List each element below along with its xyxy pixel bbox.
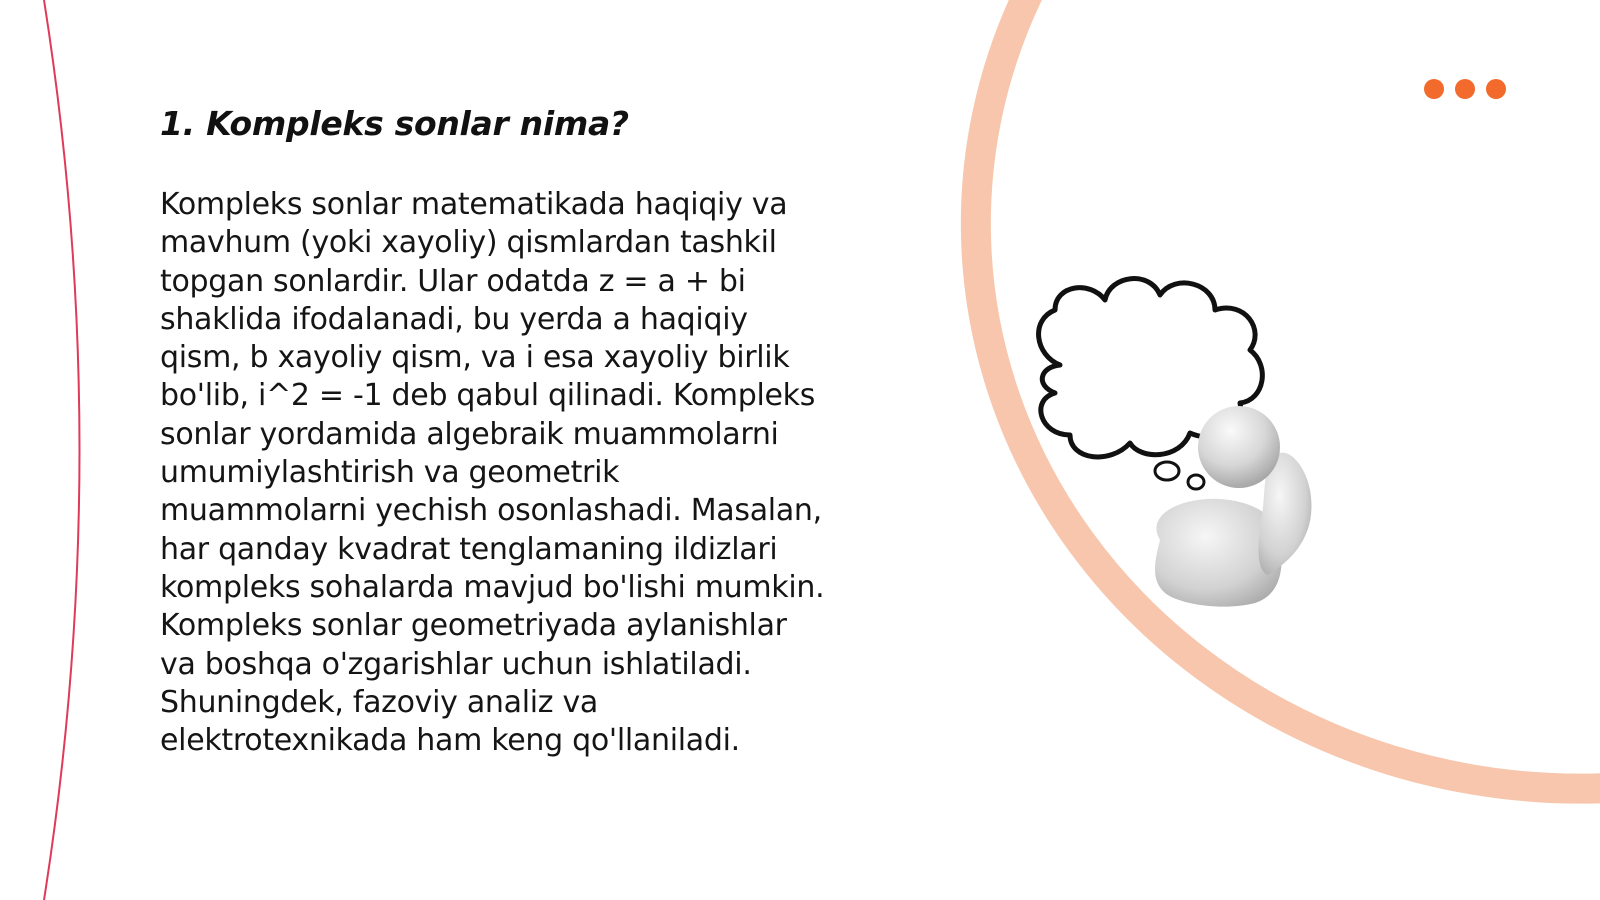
body-line: va boshqa o'zgarishlar uchun ishlatiladi. — [160, 646, 752, 682]
slide-body-text — [160, 186, 860, 760]
body-line: Shuningdek, fazoviy analiz va — [160, 684, 599, 720]
dot — [1424, 79, 1444, 99]
left-accent-curve — [44, 0, 80, 900]
thought-bubble-tiny-circle — [1188, 475, 1204, 489]
body-line: mavhum (yoki xayoliy) qismlardan tashkil — [160, 225, 777, 261]
dot — [1486, 79, 1506, 99]
slide-title: 1. Kompleks sonlar nima? — [160, 104, 629, 143]
body-line: har qanday kvadrat tenglamaning ildizlari — [160, 531, 778, 567]
dot — [1455, 79, 1475, 99]
body-line: elektrotexnikada ham keng qo'llaniladi. — [160, 723, 740, 759]
body-line: bo'lib, i^2 = -1 deb qabul qilinadi. Kompleks — [160, 378, 816, 414]
body-line: umumiylashtirish va geometrik — [160, 455, 620, 491]
body-line: Kompleks sonlar geometriyada aylanishlar — [160, 608, 787, 644]
body-line: muammolarni yechish osonlashadi. Masalan, — [160, 493, 822, 529]
body-line: topgan sonlardir. Ular odatda z = a + bi — [160, 263, 746, 299]
body-line: sonlar yordamida algebraik muammolarni — [160, 416, 779, 452]
thought-bubble-small-circle — [1155, 462, 1179, 480]
body-line: kompleks sohalarda mavjud bo'lishi mumkin. — [160, 569, 825, 605]
body-line: shaklida ifodalanadi, bu yerda a haqiqiy — [160, 301, 748, 337]
figure-head — [1198, 406, 1280, 488]
thinking-person-with-thought-bubble-icon — [1030, 275, 1350, 615]
body-line: Kompleks sonlar matematikada haqiqiy va — [160, 187, 788, 222]
body-line: qism, b xayoliy qism, va i esa xayoliy birlik — [160, 340, 790, 376]
three-dots-icon — [1424, 79, 1506, 99]
